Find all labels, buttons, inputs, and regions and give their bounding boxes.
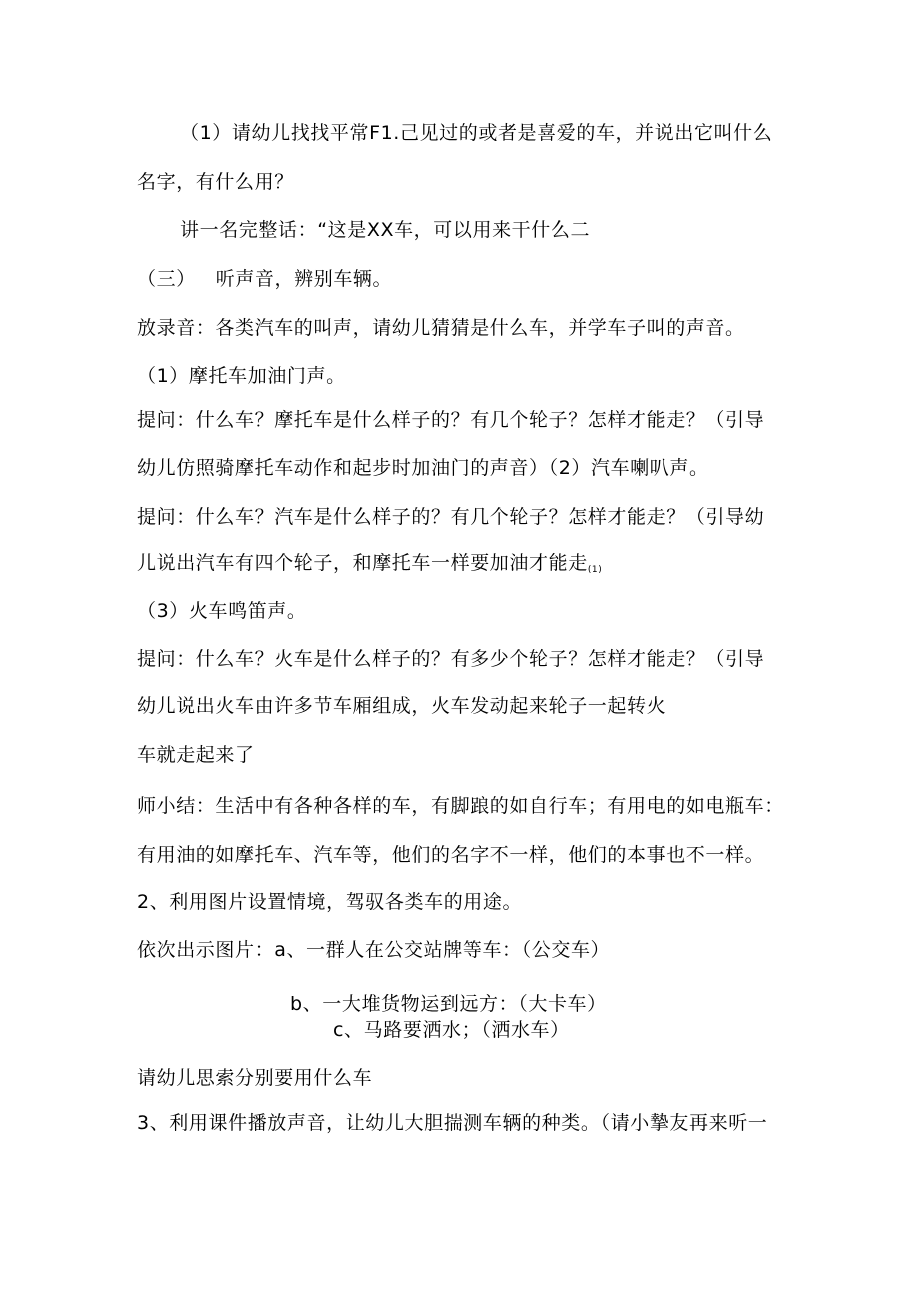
text-line-13: 幼儿说出火车由许多节车厢组成，火车发动起来轮子一起转火 (137, 695, 667, 717)
text-line-10-body: 儿说出汽车有四个轮子，和摩托车一样要加油才能走 (137, 552, 588, 574)
picture-item-c: c、马路要洒水；（洒水车） (333, 1019, 570, 1041)
picture-item-b: b、一大堆货物运到远方：（大卡车） (290, 993, 607, 1015)
text-line-12: 提问：什么车？火车是什么样子的？有多少个轮子？怎样才能走？（引导 (137, 648, 765, 670)
text-line-3: 讲一名完整话：“这是XX车，可以用来干什么二 (180, 219, 591, 241)
text-line-10 (137, 551, 602, 582)
picture-item-a: 依次出示图片：a、一群人在公交站牌等车：（公交车） (137, 939, 611, 961)
summary-line-1: 师小结：生活中有各种各样的车，有脚踉的如自行车；有用电的如电瓶车： (137, 795, 784, 817)
text-line-1: （1）请幼儿找找平常F1.己见过的或者是喜爱的车，并说出它叫什么 (180, 122, 773, 144)
text-line-21: 请幼儿思索分别要用什么车 (137, 1067, 373, 1089)
text-line-10-tail: (1) (587, 565, 603, 575)
step-2-heading: 2、利用图片设置情境，驾驭各类车的用途。 (137, 891, 523, 913)
text-line-6: （1）摩托车加油门声。 (137, 365, 346, 387)
summary-line-2: 有用油的如摩托车、汽车等，他们的名字不一样，他们的本事也不一样。 (137, 844, 765, 866)
step-3-heading: 3、利用课件播放声音，让幼儿大胆揣测车辆的种类。（请小摯友再来听一 (137, 1112, 768, 1134)
text-line-5: 放录音：各类汽车的叫声，请幼儿猜猜是什么车，并学车子叫的声音。 (137, 317, 745, 339)
text-line-11: （3）火车鸣笛声。 (137, 600, 307, 622)
text-line-9: 提问：什么车？汽车是什么样子的？有几个轮子？怎样才能走？（引导幼 (137, 506, 765, 528)
text-line-7: 提问：什么车？摩托车是什么样子的？有几个轮子？怎样才能走？（引导 (137, 409, 765, 431)
text-line-8: 幼儿仿照骑摩托车动作和起步时加油门的声音）（2）汽车喇叭声。 (137, 457, 709, 479)
section-heading: （三） 听声音，辨别车辆。 (137, 268, 393, 290)
text-line-14: 车就走起来了 (137, 744, 255, 766)
text-line-2: 名字，有什么用？ (137, 171, 294, 193)
